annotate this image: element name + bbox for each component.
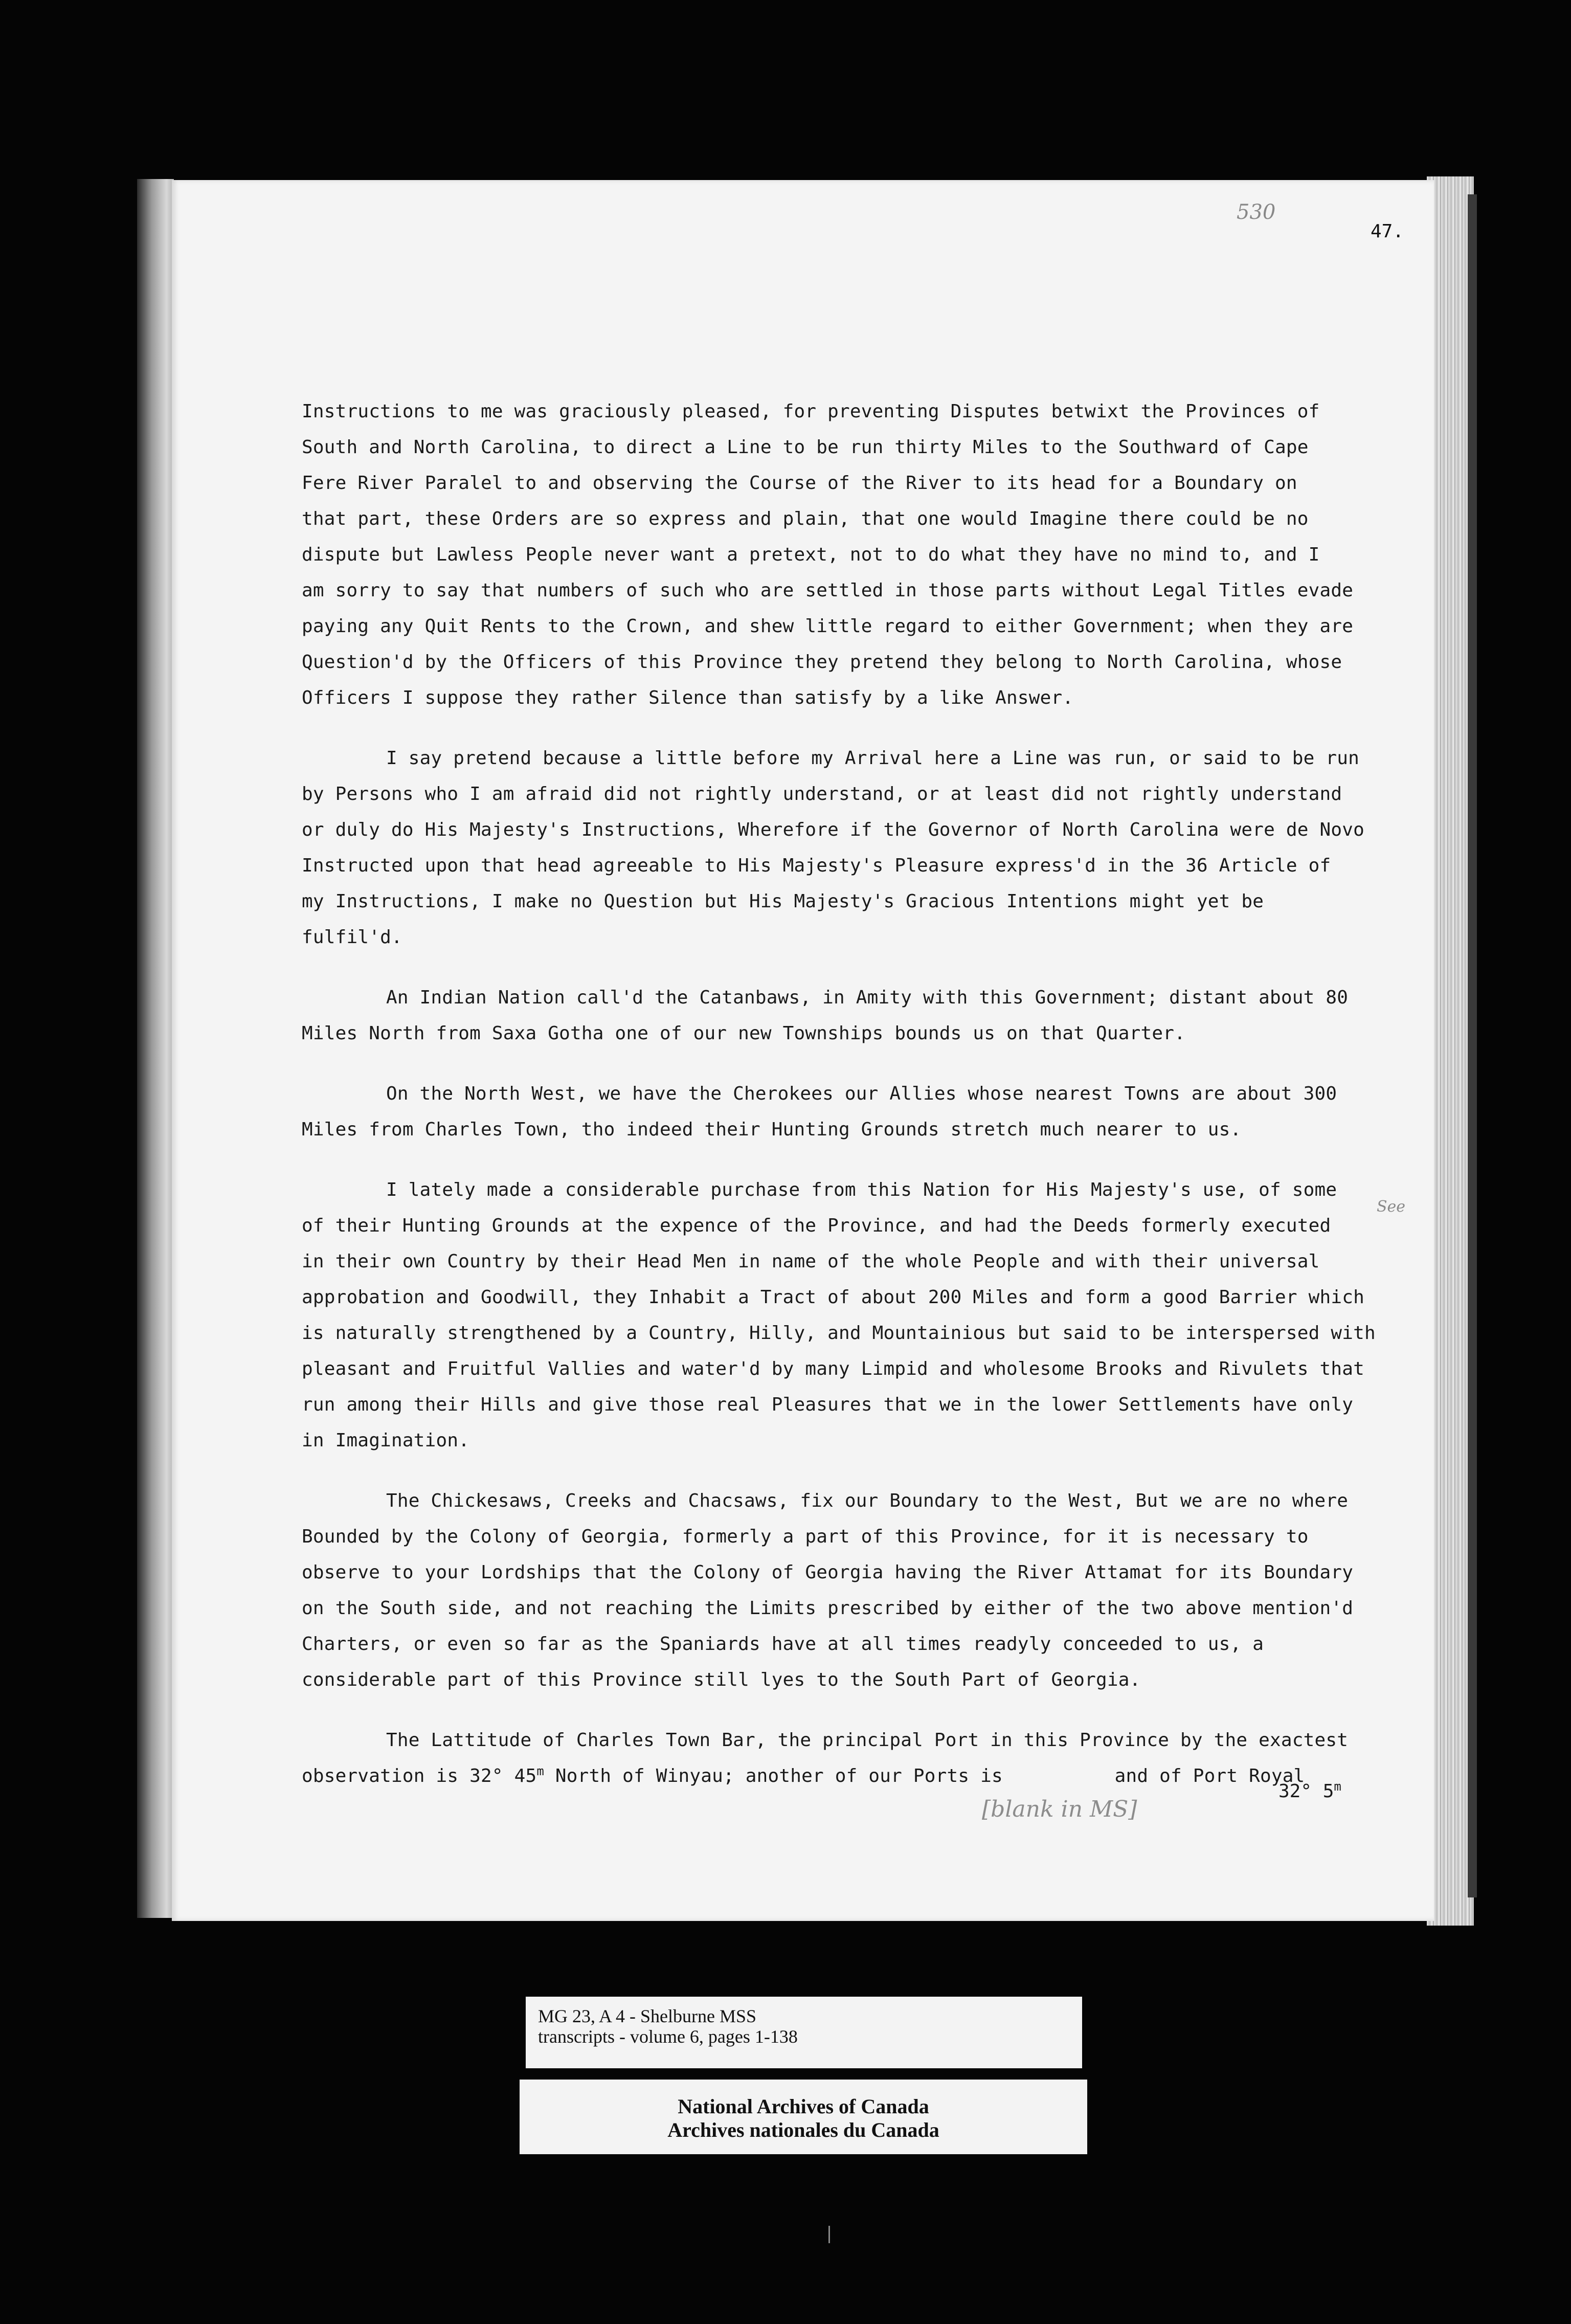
paragraph: [302, 741, 1391, 955]
text-line: Miles North from Saxa Gotha one of our new Townships bounds us on that Quarter.: [302, 1023, 1186, 1044]
superscript: m: [1334, 1779, 1341, 1794]
superscript: m: [536, 1764, 545, 1778]
text-line: The Chickesaws, Creeks and Chacsaws, fix our Boundary to the West, But we are no where: [386, 1490, 1349, 1511]
text-line: [302, 1758, 1391, 1794]
text-line: in their own Country by their Head Men in name of the whole People and with their universal: [302, 1251, 1320, 1272]
collection-reference: MG 23, A 4 - Shelburne MSS: [538, 2006, 757, 2026]
page-number: 47.: [1371, 221, 1404, 242]
text-line: fulfil'd.: [302, 927, 402, 948]
pencil-folio-number: 530: [1237, 200, 1276, 224]
text-line: in Imagination.: [302, 1430, 470, 1451]
collection-description: transcripts - volume 6, pages 1-138: [538, 2026, 798, 2047]
margin-note: See: [1377, 1198, 1406, 1216]
body-text: [302, 394, 1391, 1794]
paragraph: [302, 1483, 1391, 1698]
text-line: On the North West, we have the Cherokees our Allies whose nearest Towns are about 300: [386, 1083, 1337, 1104]
archive-name-en: National Archives of Canada: [678, 2095, 929, 2118]
paragraph: [302, 980, 1391, 1052]
book-left-edge: [137, 179, 174, 1918]
text-line: Question'd by the Officers of this Province they pretend they belong to North Carolina, whose: [302, 652, 1342, 673]
text-line: observe to your Lordships that the Colony of Georgia having the River Attamat for its Boundary: [302, 1562, 1354, 1583]
paragraph: [302, 394, 1391, 716]
text-line: Officers I suppose they rather Silence than satisfy by a like Answer.: [302, 687, 1074, 708]
text-line: my Instructions, I make no Question but His Majesty's Gracious Intentions might yet be: [302, 891, 1264, 912]
text-line: An Indian Nation call'd the Catanbaws, in Amity with this Government; distant about 80: [386, 987, 1349, 1008]
paragraph: [302, 1172, 1391, 1459]
text-line: or duly do His Majesty's Instructions, Wherefore if the Governor of North Carolina were de Novo: [302, 819, 1365, 840]
text-line: of their Hunting Grounds at the expence of the Province, and had the Deeds formerly executed: [302, 1215, 1331, 1236]
text-line: approbation and Goodwill, they Inhabit a Tract of about 200 Miles and form a good Barrier which: [302, 1287, 1365, 1308]
text-line: is naturally strengthened by a Country, Hilly, and Mountainious but said to be interspersed with: [302, 1323, 1376, 1344]
frame-mark: [828, 2226, 830, 2243]
text-line: Instructions to me was graciously pleased, for preventing Disputes betwixt the Provinces of: [302, 401, 1320, 422]
blank-in-ms-note: [blank in MS]: [982, 1796, 1137, 1822]
text-line: I lately made a considerable purchase from this Nation for His Majesty's use, of some: [386, 1179, 1337, 1200]
text-line: I say pretend because a little before my Arrival here a Line was run, or said to be run: [386, 748, 1360, 769]
paragraph: [302, 1723, 1391, 1794]
text-line: on the South side, and not reaching the Limits prescribed by either of the two above mention'd: [302, 1598, 1354, 1619]
text-line: by Persons who I am afraid did not rightly understand, or at least did not rightly understand: [302, 784, 1342, 805]
text-fragment: observation is 32° 45: [302, 1766, 537, 1786]
text-fragment: North of Winyau; another of our Ports is and of Port Royal: [544, 1766, 1305, 1786]
archive-name-fr: Archives nationales du Canada: [667, 2118, 939, 2141]
text-line: The Lattitude of Charles Town Bar, the principal Port in this Province by the exactest: [386, 1730, 1349, 1751]
text-line: dispute but Lawless People never want a pretext, not to do what they have no mind to, and I: [302, 544, 1320, 565]
text-line: am sorry to say that numbers of such who are settled in those parts without Legal Titles evade: [302, 580, 1354, 601]
collection-label: [526, 1997, 1082, 2068]
text-line: pleasant and Fruitful Vallies and water'd by many Limpid and wholesome Brooks and Rivulets that: [302, 1358, 1365, 1379]
text-line: Bounded by the Colony of Georgia, formerly a part of this Province, for it is necessary to: [302, 1526, 1309, 1547]
text-line: run among their Hills and give those real Pleasures that we in the lower Settlements have only: [302, 1394, 1354, 1415]
latitude-note: [1278, 1781, 1341, 1802]
text-line: Charters, or even so far as the Spaniards have at all times readyly conceeded to us, a: [302, 1634, 1264, 1655]
text-line: Fere River Paralel to and observing the Course of the River to its head for a Boundary on: [302, 473, 1297, 494]
text-line: Miles from Charles Town, tho indeed their Hunting Grounds stretch much nearer to us.: [302, 1119, 1242, 1140]
paragraph: [302, 1076, 1391, 1148]
text-line: Instructed upon that head agreeable to His Majesty's Pleasure express'd in the 36 Article of: [302, 855, 1331, 876]
book-spine-shadow: [1468, 194, 1477, 1897]
text-line: considerable part of this Province still lyes to the South Part of Georgia.: [302, 1669, 1141, 1690]
latitude-value: 32° 5: [1278, 1781, 1334, 1802]
archive-label: [520, 2080, 1087, 2154]
text-line: that part, these Orders are so express and plain, that one would Imagine there could be no: [302, 508, 1309, 529]
text-line: paying any Quit Rents to the Crown, and shew little regard to either Government; when they are: [302, 616, 1354, 637]
text-line: South and North Carolina, to direct a Line to be run thirty Miles to the Southward of Cape: [302, 437, 1309, 458]
